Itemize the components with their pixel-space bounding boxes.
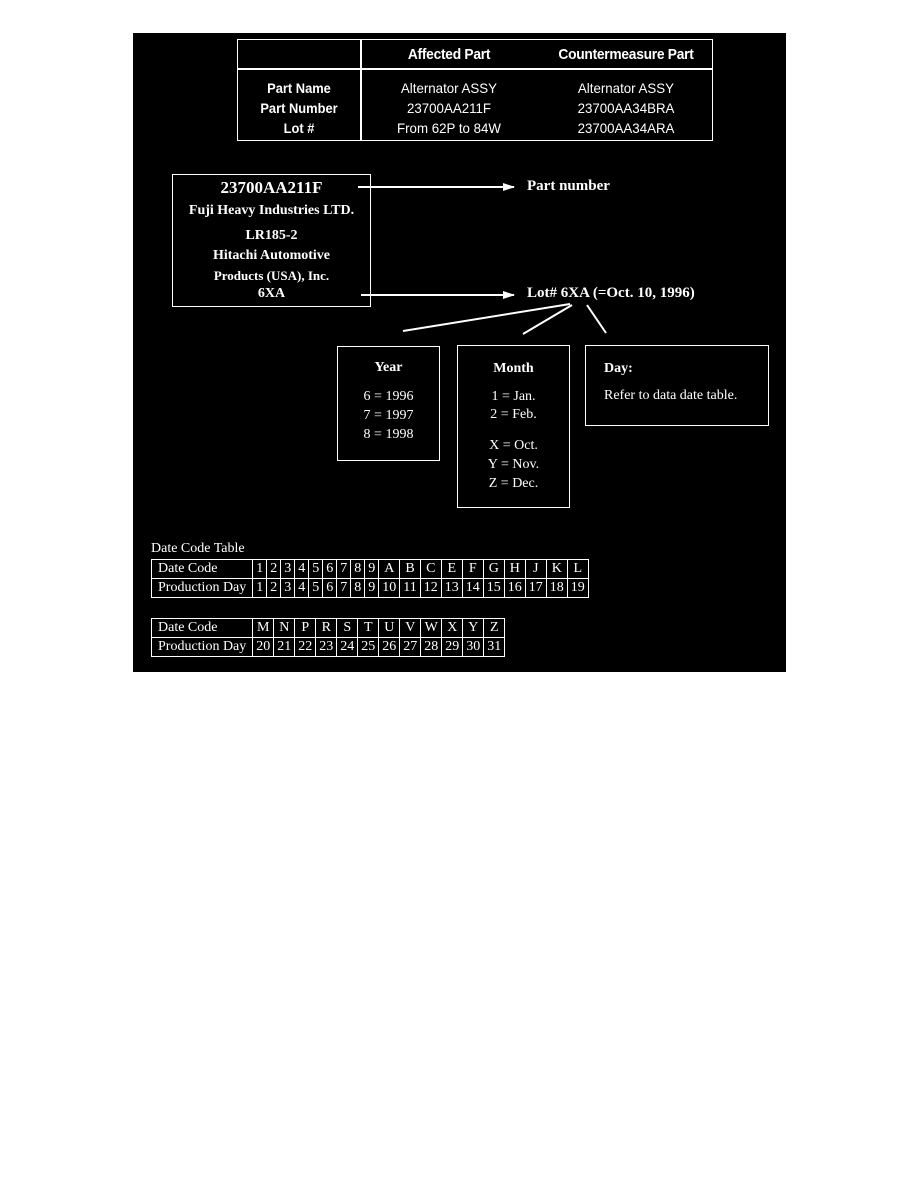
countermeasure-part-number: 23700AA34BRA [577,100,675,116]
date-code-cell: B [400,560,420,579]
month-line: 1 = Jan. [491,389,536,404]
date-code-table-title: Date Code Table [151,541,245,556]
year-box [337,346,440,461]
label-lot: 6XA [257,286,286,301]
production-day-cell: 22 [295,638,316,657]
production-day-cell: 28 [421,638,442,657]
date-code-cell: P [295,619,316,638]
header-affected-part: Affected Part [407,46,491,63]
date-code-cell: 1 [253,560,267,579]
date-code-cell: Z [484,619,505,638]
date-code-cell: J [525,560,546,579]
row-label-date-code: Date Code [152,619,253,638]
month-title: Month [493,361,534,376]
date-code-cell: 3 [281,560,295,579]
production-day-cell: 8 [351,579,365,598]
date-code-cell: F [462,560,483,579]
date-code-cell: C [420,560,441,579]
production-day-cell: 20 [253,638,274,657]
production-day-cell: 30 [463,638,484,657]
countermeasure-part-name: Alternator ASSY [577,80,675,96]
header-countermeasure-part: Countermeasure Part [558,46,694,63]
production-day-cell: 24 [337,638,358,657]
date-code-cell: 2 [267,560,281,579]
row-label-production-day: Production Day [152,638,253,657]
production-day-cell: 26 [379,638,400,657]
production-day-cell: 7 [337,579,351,598]
date-code-cell: T [358,619,379,638]
label-supplier-line2: Products (USA), Inc. [213,268,330,283]
date-code-cell: E [441,560,462,579]
year-line: 7 = 1997 [363,408,414,423]
label-part-number: 23700AA211F [220,178,323,197]
date-code-cell: Y [463,619,484,638]
date-code-cell: X [442,619,463,638]
month-line: Y = Nov. [487,457,540,472]
day-box [585,345,769,426]
month-line: X = Oct. [489,438,538,453]
date-code-cell: W [421,619,442,638]
production-day-cell: 29 [442,638,463,657]
date-code-cell: 5 [309,560,323,579]
row-label-production-day: Production Day [152,579,253,598]
year-line: 6 = 1996 [363,389,414,404]
production-day-cell: 17 [525,579,546,598]
diagram-panel [133,33,786,672]
date-code-cell: S [337,619,358,638]
line-to-year [403,304,570,331]
row-label-date-code: Date Code [152,560,253,579]
date-code-cell: A [379,560,400,579]
label-supplier-line1: Hitachi Automotive [212,248,331,263]
production-day-cell: 27 [400,638,421,657]
day-title: Day: [604,361,633,376]
month-box [457,345,570,508]
affected-part-name: Alternator ASSY [400,80,498,96]
month-line: 2 = Feb. [490,407,537,422]
production-day-cell: 31 [484,638,505,657]
date-code-cell: K [546,560,567,579]
callout-lot: Lot# 6XA (=Oct. 10, 1996) [527,285,695,301]
affected-lot: From 62P to 84W [397,120,501,136]
production-day-cell: 13 [441,579,462,598]
production-day-cell: 19 [567,579,588,598]
year-title: Year [374,360,403,375]
production-day-cell: 6 [323,579,337,598]
date-code-cell: 6 [323,560,337,579]
date-code-cell: 4 [295,560,309,579]
date-code-cell: N [274,619,295,638]
date-code-cell: R [316,619,337,638]
label-maker: Fuji Heavy Industries LTD. [188,203,355,218]
row-label-part-number: Part Number [260,100,338,116]
date-code-cell: H [504,560,525,579]
production-day-cell: 16 [504,579,525,598]
production-day-cell: 9 [365,579,379,598]
date-code-table-part1 [151,559,589,598]
production-day-cell: 4 [295,579,309,598]
production-day-cell: 18 [546,579,567,598]
production-day-cell: 14 [462,579,483,598]
row-label-lot: Lot # [283,120,315,136]
production-day-cell: 3 [281,579,295,598]
line-to-month [523,305,572,334]
date-code-cell: 7 [337,560,351,579]
label-model: LR185-2 [245,228,298,243]
date-code-cell: G [483,560,504,579]
production-day-cell: 2 [267,579,281,598]
production-day-cell: 1 [253,579,267,598]
production-day-cell: 25 [358,638,379,657]
production-day-cell: 21 [274,638,295,657]
date-code-cell: V [400,619,421,638]
month-line: Z = Dec. [488,476,539,491]
date-code-cell: 8 [351,560,365,579]
date-code-cell: 9 [365,560,379,579]
year-line: 8 = 1998 [363,427,414,442]
production-day-cell: 10 [379,579,400,598]
production-day-cell: 15 [483,579,504,598]
callout-part-number: Part number [527,178,610,194]
production-day-cell: 12 [420,579,441,598]
row-label-part-name: Part Name [267,80,331,96]
date-code-cell: U [379,619,400,638]
line-to-day [587,305,606,333]
production-day-cell: 23 [316,638,337,657]
date-code-cell: M [253,619,274,638]
date-code-table-part2 [151,618,505,657]
production-day-cell: 5 [309,579,323,598]
countermeasure-lot: 23700AA34ARA [577,120,675,136]
date-code-cell: L [567,560,588,579]
affected-part-number: 23700AA211F [406,100,492,116]
day-text: Refer to data date table. [604,388,738,403]
production-day-cell: 11 [400,579,420,598]
